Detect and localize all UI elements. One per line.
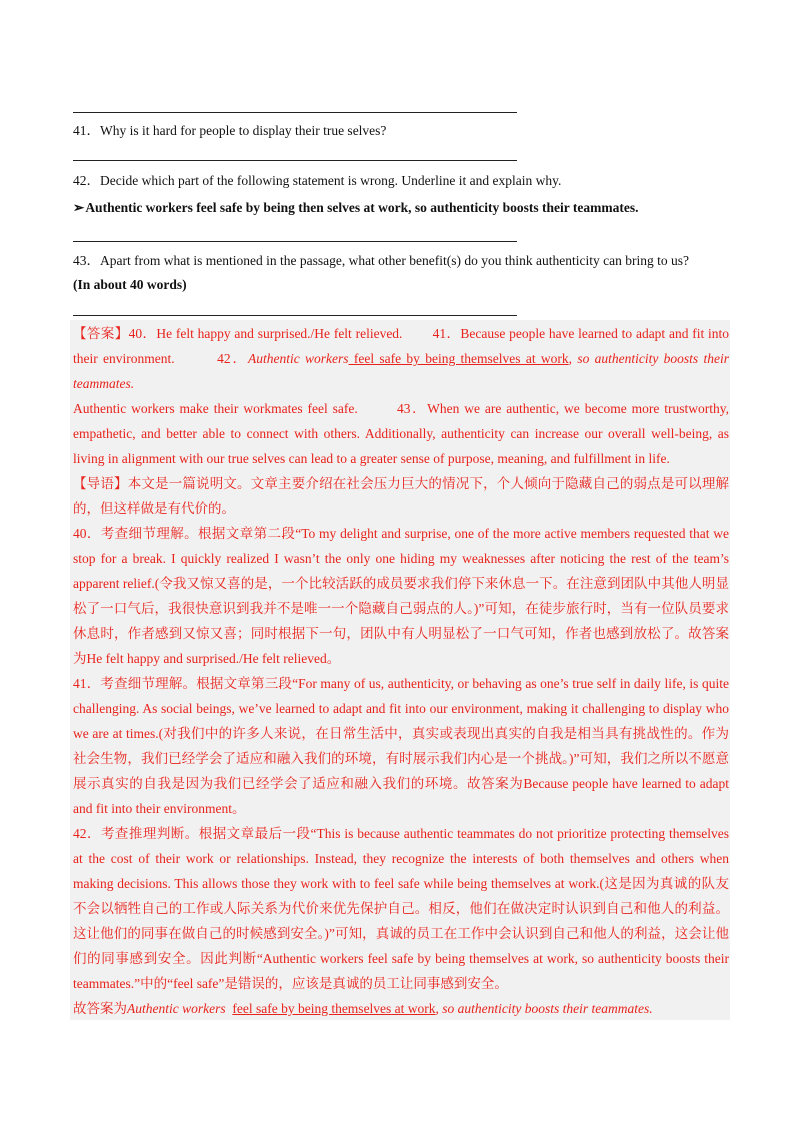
final-prefix: 故答案为 [73, 1001, 127, 1016]
explanation-41: 41．考查细节理解。根据文章第三段“For many of us, authenticity, or behaving as one’s true self in daily life, is quite challenging. As social beings, we’ve learned to adapt and fit into our environment, making it challenging to display who we are at times.(对我们中的许多人来说，在日常生活中，真实或表现出真实的自我是相当具有挑战性的。作为社会生物，我们已经学会了适应和融入我们的环境，有时展示我们内心是一个挑战。)”可知，我们之所以不愿意展示真实的自我是因为我们已经学会了适应和融入我们的环境。故答案为Because people have learned to adapt and fit into their environment。 [73, 676, 729, 816]
answer-42-number: 42． [217, 351, 248, 366]
answer-tag: 【答案】 [73, 326, 129, 341]
guide-tag: 【导语】 [73, 476, 128, 491]
answer-43: 43．When we are authentic, we become more trustworthy, empathetic, and better able to connect with others. Additionally, authenticity can increase our overall well-being, as living in alignment with our true selves can lead to a greater sense of purpose, meaning, and fulfillment in life. [73, 401, 729, 466]
answer-40: 40．He felt happy and surprised./He felt relieved. [128, 326, 403, 341]
question-43-note: (In about 40 words) [73, 277, 187, 292]
answer-42-correction-line [73, 396, 729, 471]
explanation-42: 42．考查推理判断。根据文章最后一段“This is because authentic teammates do not prioritize protecting themselves at the cost of their work or relationships. Instead, they recognize the interests of both themselves and others when making decisions. This allows those they work with to feel safe while being themselves at work.(这是因为真诚的队友不会以牺牲自己的工作或人际关系为代价来优先保护自己。相反，他们在做决定时认识到自己和他人的利益。这让他们的同事在做自己的时候感到安全。)”可知，真诚的员工在工作中会认识到自己和他人的利益，这会让他们的同事感到安全。因此判断“Authentic workers feel safe by being themselves at work, so authenticity boosts their teammates.”中的“feel safe”是错误的，应该是真诚的员工让同事感到安全。 [73, 826, 729, 991]
answer-42-underlined: feel safe by being themselves at work [348, 351, 569, 366]
question-43: 43．Apart from what is mentioned in the passage, what other benefit(s) do you think authenticity can bring to us? [73, 253, 689, 268]
question-42: 42．Decide which part of the following statement is wrong. Underline it and explain why. [73, 173, 562, 188]
answer-41: 41．Because people have learned to adapt and fit into their environment. [73, 326, 729, 366]
answer-line-43 [73, 315, 517, 316]
explanation-42-final [73, 996, 729, 1021]
answer-42-part1: Authentic workers [248, 351, 349, 366]
arrow-bullet-icon: ➢ [73, 200, 85, 215]
explanation-40: 40．考查细节理解。根据文章第二段“To my delight and surprise, one of the more active members requested that we stop for a break. I quickly realized I wasn’t the only one hiding my weaknesses after noticing the rest of the team’s apparent relief.(令我又惊又喜的是，一个比较活跃的成员要求我们停下来休息一下。在注意到团队中其他人明显松了一口气后，我很快意识到我并不是唯一一个隐藏自己弱点的人。)”可知，在徒步旅行时，当有一位队员要求休息时，作者感到又惊又喜；同时根据下一句，团队中有人明显松了一口气可知，作者也感到放松了。故答案为He felt happy and surprised./He felt relieved。 [73, 526, 729, 666]
answer-line-41 [73, 160, 517, 161]
final-underlined: feel safe by being themselves at work [232, 1001, 436, 1016]
question-42-statement [73, 198, 733, 218]
final-part1: Authentic workers [127, 1001, 226, 1016]
question-41: 41．Why is it hard for people to display their true selves? [73, 123, 387, 138]
answer-42-part3: , so authenticity boosts their teammates. [73, 351, 729, 391]
answer-block [73, 321, 729, 396]
answer-42-correction: Authentic workers make their workmates feel safe. [73, 401, 358, 416]
answer-line-42 [73, 241, 517, 242]
answer-section [73, 321, 729, 1021]
final-part3: , so authenticity boosts their teammates. [435, 1001, 653, 1016]
guide-text: 本文是一篇说明文。文章主要介绍在社会压力巨大的情况下，个人倾向于隐藏自己的弱点是可以理解的，但这样做是有代价的。 [73, 476, 730, 516]
answer-line-40 [73, 112, 517, 113]
statement-text: Authentic workers feel safe by being then selves at work, so authenticity boosts their teammates. [85, 200, 639, 215]
guide-block [73, 471, 729, 521]
